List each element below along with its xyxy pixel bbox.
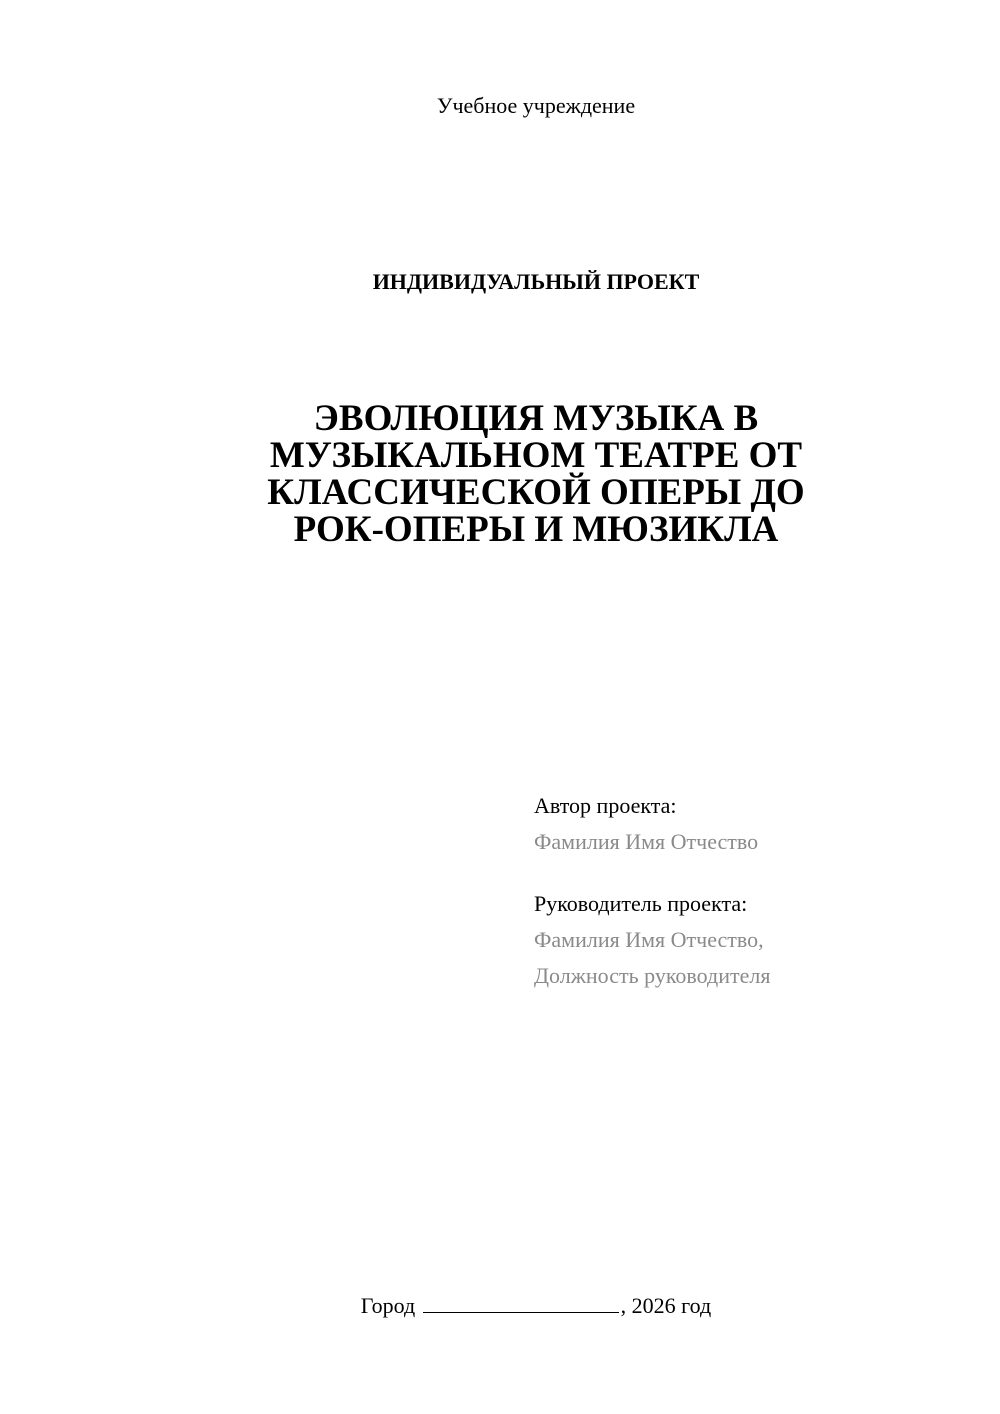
author-name: Фамилия Имя Отчество: [534, 829, 759, 854]
project-title-line: МУЗЫКАЛЬНОМ ТЕАТРЕ ОТ: [269, 435, 803, 476]
institution-name: Учебное учреждение: [436, 93, 636, 118]
supervisor-label: Руководитель проекта:: [534, 891, 748, 916]
city-blank-line: [423, 1290, 619, 1313]
supervisor-position: Должность руководителя: [534, 963, 771, 988]
author-label: Автор проекта:: [534, 793, 677, 818]
project-title: [236, 400, 836, 548]
project-title-line: КЛАССИЧЕСКОЙ ОПЕРЫ ДО: [267, 472, 805, 513]
project-title-line: РОК-ОПЕРЫ И МЮЗИКЛА: [293, 509, 779, 550]
authors-block: [534, 788, 974, 994]
project-title-line: ЭВОЛЮЦИЯ МУЗЫКА В: [313, 398, 759, 439]
city-label: Город: [360, 1293, 416, 1318]
spacer: [534, 860, 974, 886]
document-type: ИНДИВИДУАЛЬНЫЙ ПРОЕКТ: [372, 269, 700, 294]
footer-city-year: [0, 1290, 1000, 1320]
supervisor-name: Фамилия Имя Отчество,: [534, 927, 764, 952]
year-text: , 2026 год: [620, 1293, 712, 1318]
